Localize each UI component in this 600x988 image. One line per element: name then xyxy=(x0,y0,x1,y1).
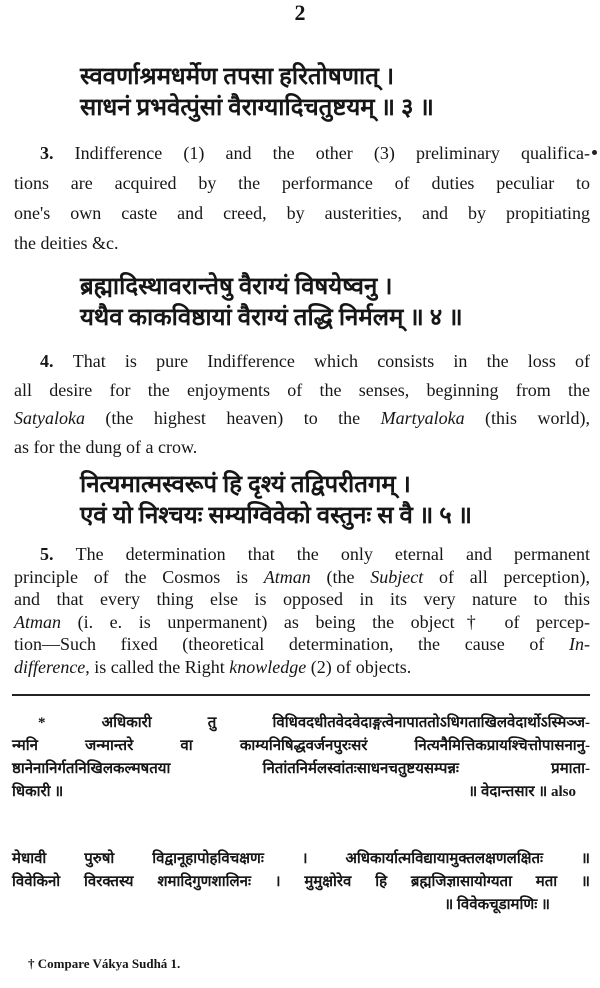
paragraph-line xyxy=(14,228,590,258)
paragraph-4 xyxy=(14,347,590,461)
text-run: The determination that the only eternal and permanent xyxy=(75,544,591,564)
verse-line: नित्यमात्मस्वरूपं हि दृश्यं तद्विपरीतगम् । xyxy=(80,472,411,498)
footnote-verse-line: विवेकिनो विरक्तस्य शमादिगुणशालिनः । मुमुक्षोरेव हि ब्रह्मजिज्ञासायोग्यता मता ॥ xyxy=(12,874,590,890)
footnote-line: ष्ठानेनानिर्गतनिखिलकल्मषतया नितांतनिर्मलस्वांतःसाधनचतुष्टयसम्पन्नः प्रमाता- xyxy=(12,761,590,777)
paragraph-number: 4. xyxy=(40,351,73,371)
text-run: , is called the Right xyxy=(85,656,230,677)
verse-line: यथैव काकविष्ठायां वैराग्यं तद्धि निर्मलम् ॥ ४ ॥ xyxy=(80,305,463,331)
text-run: the deities &c. xyxy=(14,233,119,253)
paragraph-line xyxy=(14,566,590,589)
italic-term: Subject xyxy=(370,566,424,587)
text-run: as for the dung of a crow. xyxy=(14,436,198,457)
footnote-divider xyxy=(12,694,590,696)
footnote-source: ॥ विवेकचूडामणिः ॥ xyxy=(444,897,550,913)
italic-term: Atman xyxy=(14,611,61,632)
paragraph-number: 5. xyxy=(40,544,76,564)
paragraph-line xyxy=(14,543,590,566)
text-run: (the highest heaven) to the xyxy=(84,408,381,428)
ink-speck xyxy=(592,150,597,155)
paragraph-line xyxy=(14,168,590,198)
italic-term: In- xyxy=(569,634,590,655)
paragraph-line xyxy=(14,611,590,634)
verse-5 xyxy=(80,470,472,532)
text-run: one's own caste and creed, by austerities, and by propitiating xyxy=(14,203,590,223)
footnote-verse xyxy=(12,848,590,917)
footnote-line: * अधिकारी तु विधिवदधीतवेदवेदाङ्गत्वेनापाततोऽधिगताखिलवेदार्थोऽस्मिञ्ज- xyxy=(38,715,590,731)
paragraph-line xyxy=(14,376,590,405)
verse-3 xyxy=(80,62,434,124)
verse-line: साधनं प्रभवेत्पुंसां वैराग्यादिचतुष्टयम् ॥ ३ ॥ xyxy=(80,95,434,121)
text-run: That is pure Indifference which consists in the loss of xyxy=(72,351,591,371)
text-run: Indifference (1) and the other (3) preliminary qualifica- xyxy=(74,143,591,163)
paragraph-line xyxy=(14,588,590,611)
footnote-line: न्मनि जन्मान्तरे वा काम्यनिषिद्धवर्जनपुरःसरं नित्यनैमित्तिकप्रायश्चित्तोपासनानु- xyxy=(12,738,590,754)
verse-line: ब्रह्मादिस्थावरान्तेषु वैराग्यं विषयेष्वनु । xyxy=(80,274,393,300)
text-run: (the xyxy=(310,566,371,587)
footnote-line: धिकारी ॥ xyxy=(12,784,64,800)
italic-term: Martyaloka xyxy=(380,408,465,428)
verse-4 xyxy=(80,272,463,334)
text-run: principle of the Cosmos is xyxy=(14,566,264,587)
text-run: and that every thing else is opposed in its very nature to this xyxy=(14,589,590,610)
text-run: tion—Such fixed (theoretical determination, the cause of xyxy=(14,634,569,655)
paragraph-number: 3. xyxy=(40,143,75,163)
verse-line: स्ववर्णाश्रमधर्मेण तपसा हरितोषणात् । xyxy=(80,64,395,90)
paragraph-line xyxy=(14,433,590,462)
paragraph-line xyxy=(14,404,590,433)
paragraph-3 xyxy=(14,138,590,258)
paragraph-5 xyxy=(14,543,590,679)
footnote-star xyxy=(12,712,590,804)
text-run: (i. e. is unpermanent) as being the object† of percep- xyxy=(61,611,590,632)
verse-line: एवं यो निश्चयः सम्यग्विवेको वस्तुनः स वै ॥ ५ ॥ xyxy=(80,503,473,529)
text-run: of all perception), xyxy=(423,566,591,587)
paragraph-line xyxy=(14,198,590,228)
footnote-verse-line: मेधावी पुरुषो विद्वानूहापोहविचक्षणः । अधिकार्यात्मविद्यायामुक्तलक्षणलक्षितः ॥ xyxy=(12,851,590,867)
text-run: (this world), xyxy=(464,408,590,428)
page-number: 2 xyxy=(294,0,306,25)
text-run: tions are acquired by the performance of duties peculiar to xyxy=(14,173,590,193)
paragraph-line xyxy=(14,633,590,656)
italic-term: Satyaloka xyxy=(14,408,85,428)
paragraph-line xyxy=(14,138,590,168)
italic-term: Atman xyxy=(263,566,311,587)
text-run: all desire for the enjoyments of the senses, beginning from the xyxy=(14,379,590,400)
paragraph-line xyxy=(14,656,590,679)
paragraph-line xyxy=(14,347,590,376)
italic-term: difference xyxy=(14,656,86,677)
footnote-dagger: † Compare Vákya Sudhá 1. xyxy=(28,956,181,971)
footnote-source: ॥ वेदान्तसार ॥ also xyxy=(468,784,576,800)
italic-term: knowledge xyxy=(229,656,307,677)
text-run: (2) of objects. xyxy=(306,656,412,677)
